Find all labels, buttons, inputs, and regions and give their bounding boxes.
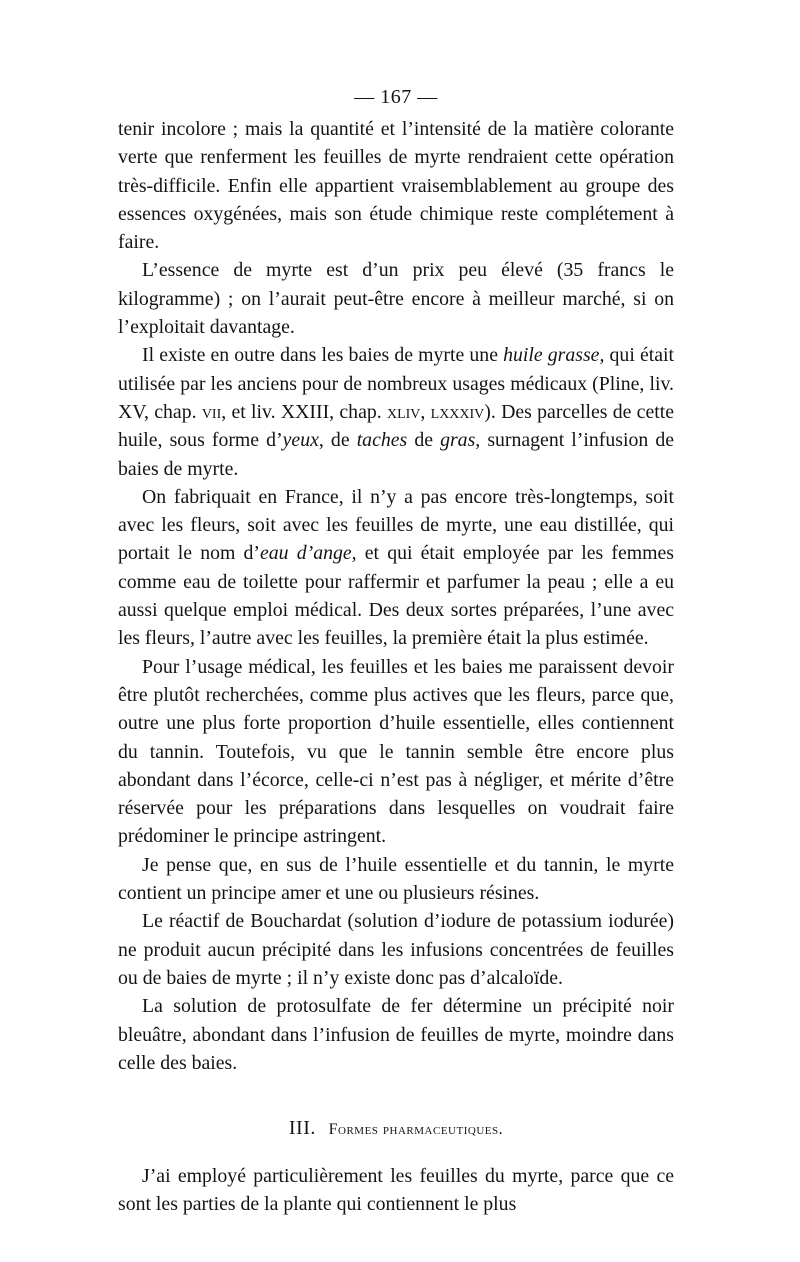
section-title: Formes pharmaceutiques. <box>328 1121 504 1139</box>
section-number: III. <box>288 1117 316 1140</box>
paragraph-4 <box>118 483 674 653</box>
paragraph-8: La solution de protosulfate de fer détermine un précipité noir bleuâtre, abondant dans l’infusion de feuilles de myrte, moindre dans celle des baies. <box>118 995 674 1074</box>
roman-numeral: vii <box>201 400 222 423</box>
paragraph-3 <box>118 341 674 482</box>
section-heading <box>118 1117 674 1140</box>
paragraph-7: Le réactif de Bouchardat (solution d’iodure de potassium iodurée) ne produit aucun précipité dans les infusions concentrées de feuilles ou de baies de myrte ; il n’y existe donc pas d’alcaloïde. <box>118 910 674 989</box>
text-run: qui était utilisée par les anciens pour de nombreux usages médicaux (Pline, liv. XV, chap. <box>118 344 674 423</box>
text-run: ). Des parcelles de cette huile, sous forme d’ <box>118 400 674 452</box>
page-number: — 167 — <box>354 86 438 108</box>
book-page <box>118 86 674 1219</box>
body-text <box>118 115 674 1077</box>
italic-run: eau d’ange <box>260 542 352 565</box>
roman-numeral: xliv <box>386 400 421 423</box>
text-run: , <box>420 400 431 423</box>
text-run: On fabriquait en France, il n’y a pas encore très-longtemps, soit avec les fleurs, soit avec les feuilles de myrte, une eau distillée, qui portait le nom d’ <box>118 485 674 565</box>
italic-run: gras <box>440 429 476 452</box>
paragraph-5: Pour l’usage médical, les feuilles et les baies me paraissent devoir être plutôt recherchées, comme plus actives que les fleurs, parce que, outre une plus forte proportion d’huile essentielle, elles contiennent du tannin. Toutefois, vu que le tannin semble être encore plus abondant dans l’écorce, celle-ci n’est pas à négliger, et mérite d’être réservée pour les préparations dans lesquelles on voudrait faire prédominer le principe astringent. <box>118 655 674 848</box>
text-run: , et liv. XXIII, chap. <box>221 400 387 423</box>
italic-run: yeux <box>282 429 319 452</box>
roman-numeral: lxxxiv <box>430 400 485 423</box>
paragraph-6: Je pense que, en sus de l’huile essentielle et du tannin, le myrte contient un principe amer et une ou plusieurs résines. <box>118 853 674 905</box>
text-run: , surnagent l’infusion de baies de myrte. <box>118 429 674 480</box>
paragraph-9: J’ai employé particulièrement les feuilles du myrte, parce que ce sont les parties de la plante qui contiennent le plus <box>118 1165 674 1216</box>
text-run: de <box>407 429 441 452</box>
italic-run: huile grasse, <box>503 344 605 367</box>
paragraph-2: L’essence de myrte est d’un prix peu élevé (35 francs le kilogramme) ; on l’aurait peut-être encore à meilleur marché, si on l’exploitait davantage. <box>118 259 674 339</box>
body-text-continued <box>118 1162 674 1219</box>
italic-run: taches <box>356 429 408 452</box>
text-run: Il existe en outre dans les baies de myrte une <box>142 344 504 367</box>
paragraph-1: tenir incolore ; mais la quantité et l’intensité de la matière colorante verte que renferment les feuilles de myrte rendraient cette opération très-difficile. Enfin elle appartient vraisemblablement au groupe des essences oxygénées, mais son étude chimique reste complétement à faire. <box>118 118 674 254</box>
text-run: , et qui était employée par les femmes comme eau de toilette pour raffermir et parfumer la peau ; elle a eu aussi quelque emploi médical. Des deux sortes préparées, l’une avec les fleurs, l’autre avec les feuilles, la première était la plus estimée. <box>118 542 675 650</box>
text-run: , de <box>318 429 357 452</box>
